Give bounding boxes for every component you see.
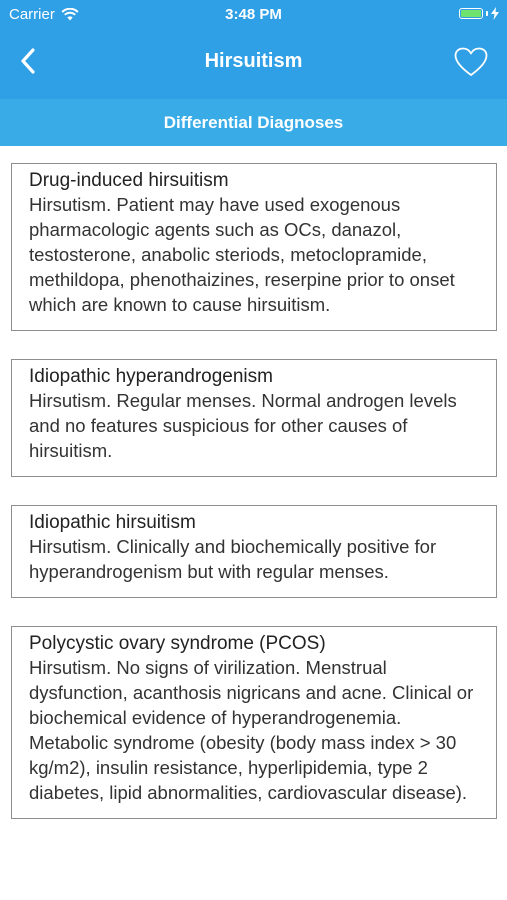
diagnosis-description: Hirsutism. Regular menses. Normal androgen levels and no features suspicious for other causes of hirsuitism. [29, 390, 457, 461]
diagnosis-description: Hirsutism. Clinically and biochemically positive for hyperandrogenism but with regular menses. [29, 536, 437, 582]
diagnosis-description: Hirsutism. No signs of virilization. Menstrual dysfunction, acanthosis nigricans and acne. Clinical or biochemical evidence of hyperandrogenemia. Metabolic syndrome (obesity (body mass index > 30 kg/m2), insulin resistance, hyperlipidemia, type 2 diabetes, lipid abnormalities, cardiovascular disease). [29, 657, 474, 803]
charging-bolt-icon [491, 7, 499, 20]
header [0, 0, 507, 99]
navigation-bar [0, 28, 507, 99]
battery-icon [459, 8, 483, 19]
battery-tip [486, 11, 488, 16]
favorite-button[interactable] [451, 44, 491, 80]
diagnosis-description: Hirsutism. Patient may have used exogenous pharmacologic agents such as OCs, danazol, testosterone, anabolic steriods, metoclopramide, methildopa, phenothaizines, reserpine prior to onset which are known to cause hirsuitism. [29, 194, 455, 315]
status-bar [0, 0, 507, 28]
status-time: 3:48 PM [225, 6, 282, 23]
diagnosis-title: Idiopathic hirsuitism [23, 511, 202, 534]
diagnosis-card [11, 359, 497, 477]
diagnosis-card [11, 505, 497, 598]
diagnosis-card [11, 163, 497, 331]
diagnoses-list[interactable] [0, 146, 507, 900]
battery-fill [461, 10, 481, 17]
diagnosis-title: Drug-induced hirsuitism [23, 169, 235, 192]
section-banner: Differential Diagnoses [0, 99, 507, 146]
page-title: Hirsuitism [204, 50, 303, 72]
battery-indicator [459, 7, 499, 20]
heart-outline-icon [454, 47, 488, 77]
diagnosis-title: Polycystic ovary syndrome (PCOS) [23, 632, 332, 655]
carrier-label: Carrier [9, 6, 55, 23]
diagnosis-card [11, 626, 497, 819]
diagnosis-title: Idiopathic hyperandrogenism [23, 365, 279, 388]
